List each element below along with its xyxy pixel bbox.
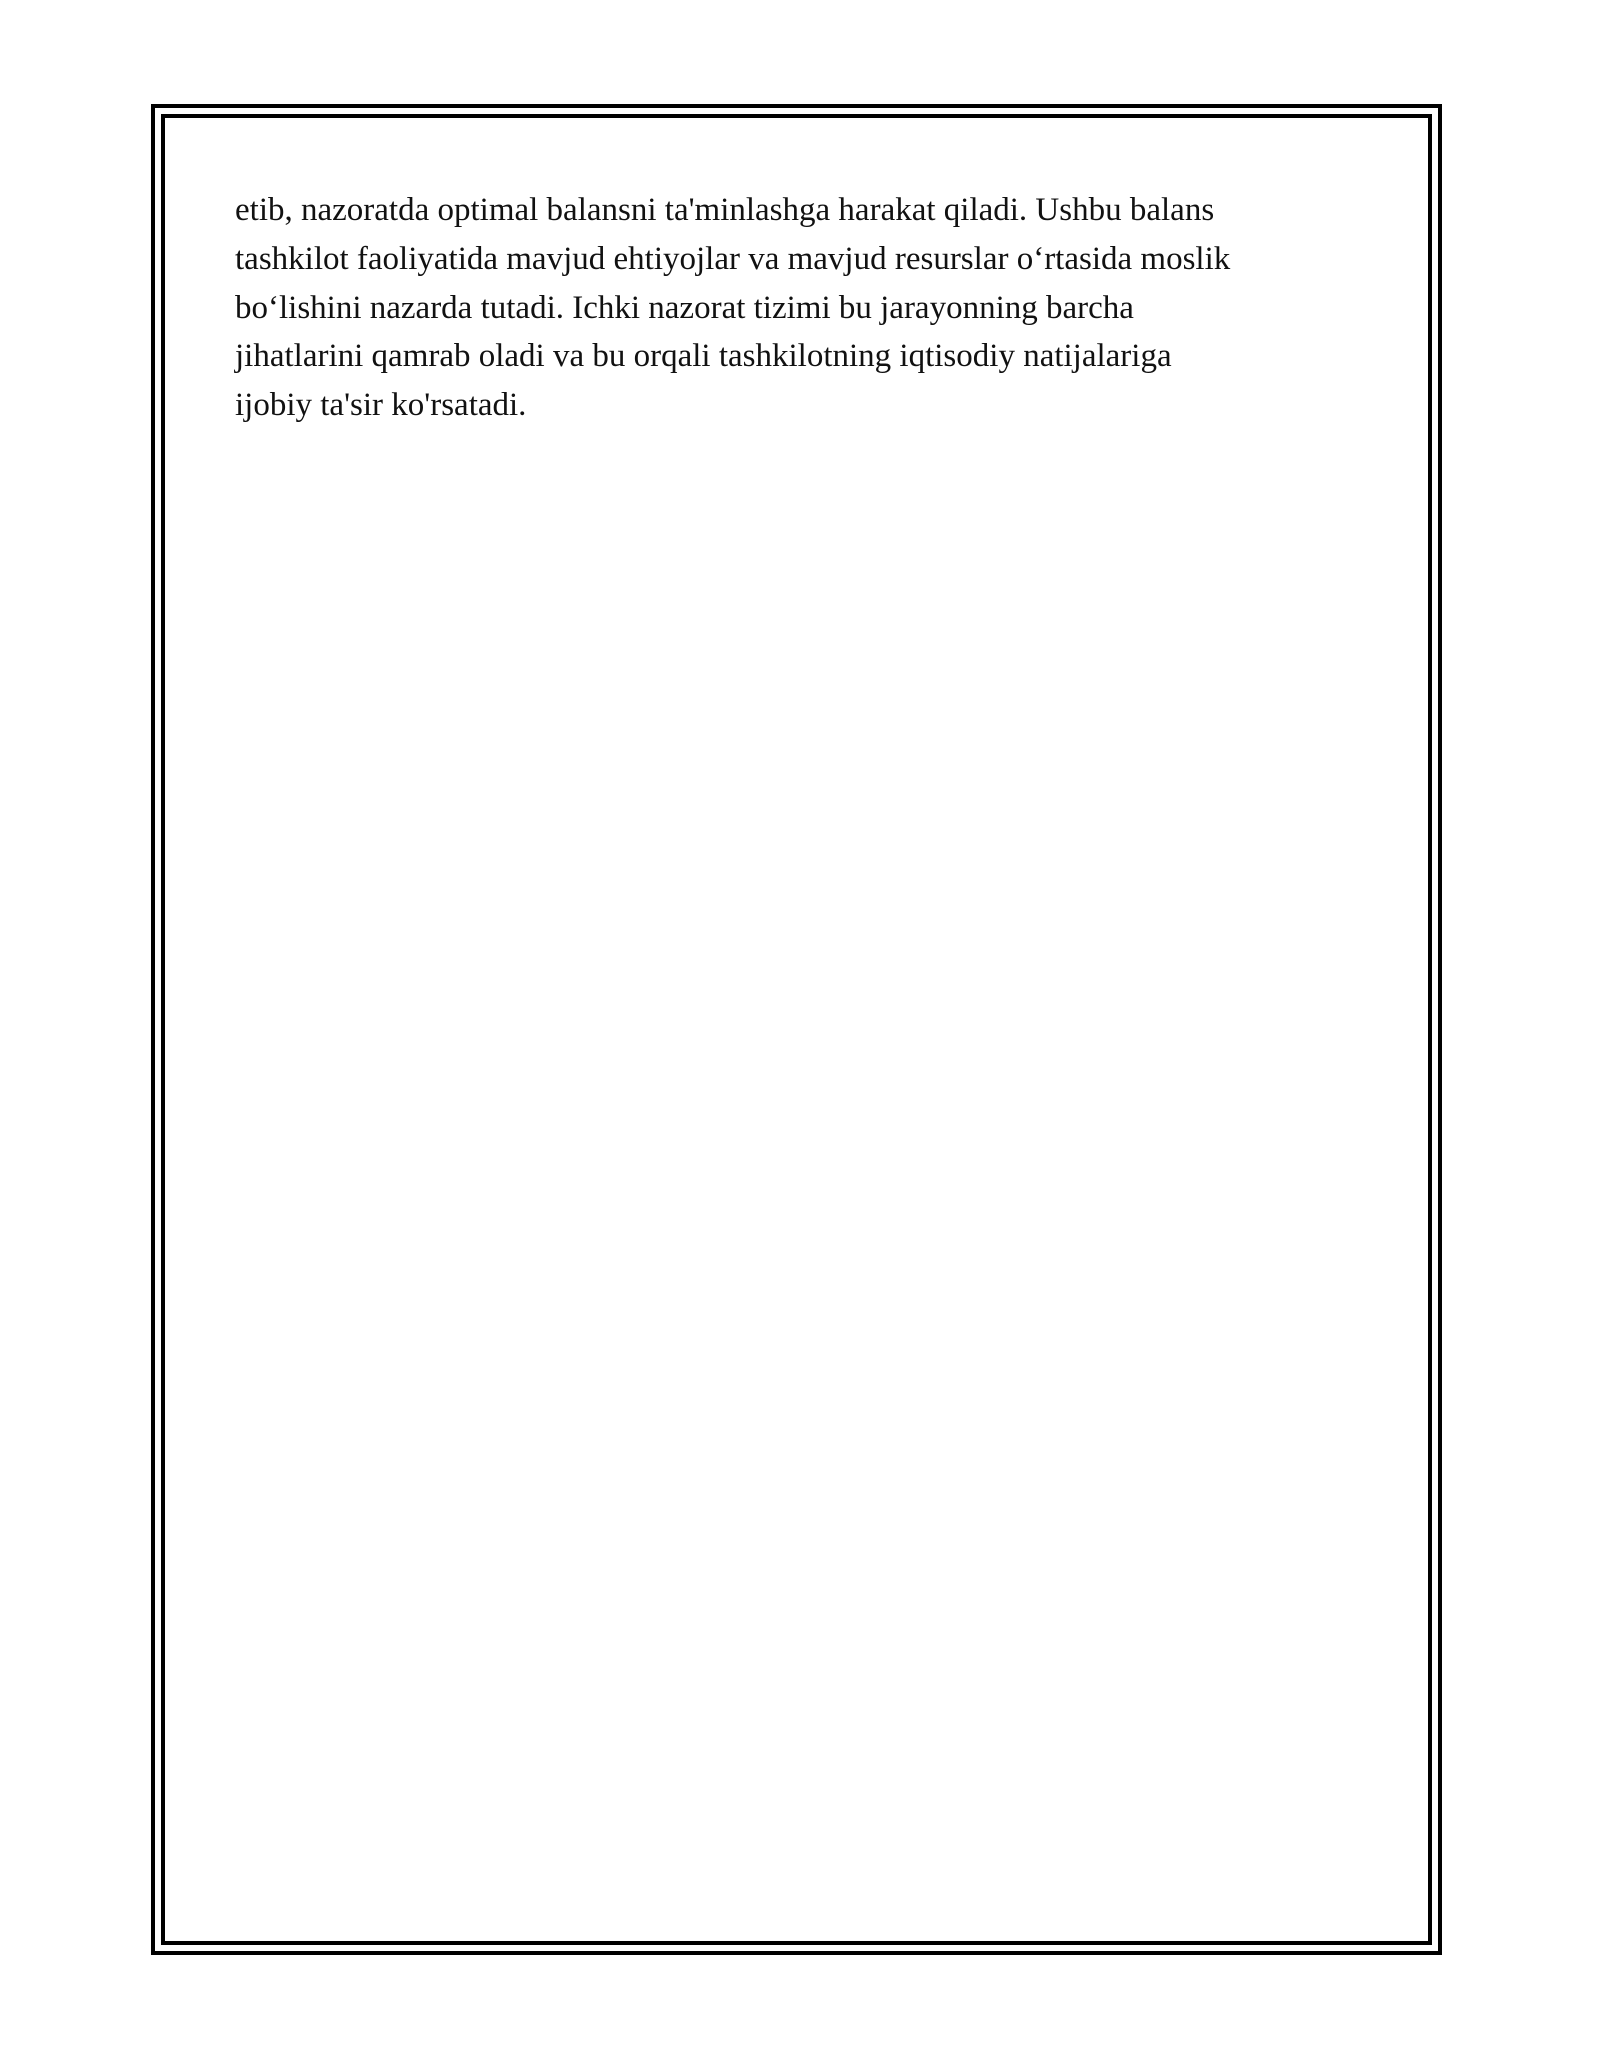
paragraph-line-4: jihatlarini qamrab oladi va bu orqali tashkilotning iqtisodiy natijalariga bbox=[235, 338, 1172, 375]
paragraph-line-2: tashkilot faoliyatida mavjud ehtiyojlar va mavjud resurslar o‘rtasida moslik bbox=[235, 240, 1231, 277]
body-paragraph bbox=[235, 186, 1365, 430]
paragraph-line-5: ijobiy ta'sir ko'rsatadi. bbox=[235, 387, 527, 424]
paragraph-line-1: etib, nazoratda optimal balansni ta'minlashga harakat qiladi. Ushbu balans bbox=[235, 192, 1215, 228]
paragraph-line-3: bo‘lishini nazarda tutadi. Ichki nazorat tizimi bu jarayonning barcha bbox=[235, 289, 1134, 326]
